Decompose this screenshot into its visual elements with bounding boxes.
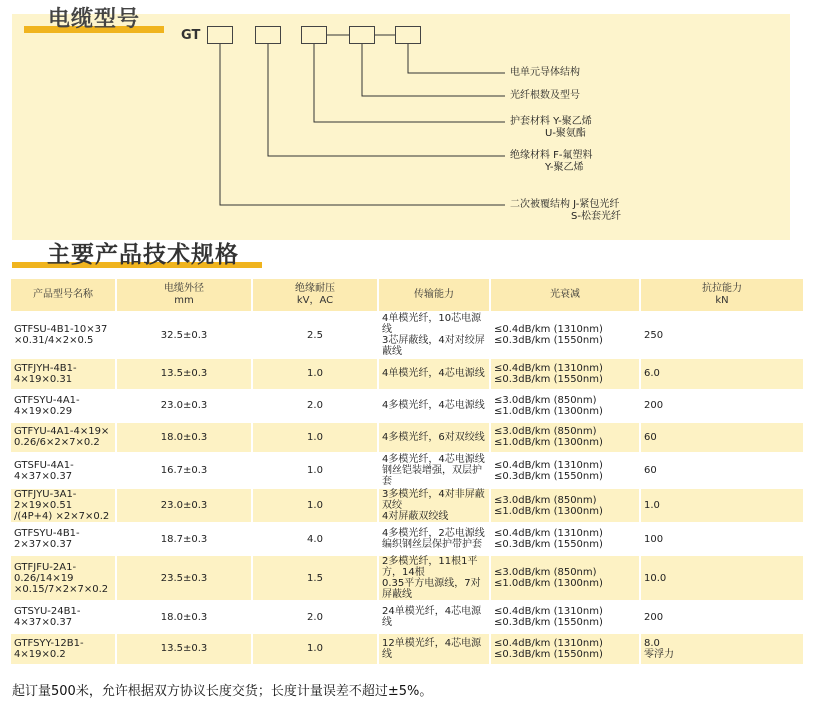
cell-voltage: 1.5 [253, 556, 377, 600]
cell-attenuation: ≤3.0dB/km (850nm) ≤1.0dB/km (1300nm) [491, 489, 639, 522]
legend-sheath-2: U-聚氨酯 [545, 128, 586, 139]
model-code-connector-lines [0, 0, 813, 240]
legend-coating: 二次被覆结构 J-紧包光纤 [510, 199, 620, 210]
cell-voltage: 1.0 [253, 489, 377, 522]
cell-tensile: 8.0 零浮力 [641, 634, 803, 664]
model-section-title: 电缆型号 [48, 7, 141, 32]
cell-transmission: 4多模光纤，2芯电源线 编织钢丝层保护带护套 [379, 524, 489, 554]
cell-voltage: 1.0 [253, 634, 377, 664]
cell-voltage: 2.0 [253, 602, 377, 632]
cell-model: GTSFU-4A1-4×37×0.37 [11, 454, 115, 487]
cell-attenuation: ≤3.0dB/km (850nm) ≤1.0dB/km (1300nm) [491, 423, 639, 453]
cell-tensile: 10.0 [641, 556, 803, 600]
cell-model: GTFJYH-4B1-4×19×0.31 [11, 359, 115, 389]
cell-model: GTFSYU-4B1-2×37×0.37 [11, 524, 115, 554]
cell-transmission: 24单模光纤，4芯电源线 [379, 602, 489, 632]
header-transmission: 传输能力 [379, 279, 489, 311]
spec-table-header [11, 279, 803, 311]
header-diameter: 电缆外径 mm [117, 279, 251, 311]
legend-conductor: 电单元导体结构 [510, 67, 580, 78]
cell-tensile: 1.0 [641, 489, 803, 522]
cell-diameter: 32.5±0.3 [117, 313, 251, 357]
cell-transmission: 12单模光纤，4芯电源线 [379, 634, 489, 664]
cell-attenuation: ≤3.0dB/km (850nm) ≤1.0dB/km (1300nm) [491, 556, 639, 600]
cell-voltage: 1.0 [253, 454, 377, 487]
cell-transmission: 4多模光纤，6对双绞线 [379, 423, 489, 453]
legend-insulation-2: Y-聚乙烯 [545, 162, 584, 173]
cell-attenuation: ≤0.4dB/km (1310nm) ≤0.3dB/km (1550nm) [491, 634, 639, 664]
cell-attenuation: ≤0.4dB/km (1310nm) ≤0.3dB/km (1550nm) [491, 359, 639, 389]
cell-model: GTFJYU-3A1-2×19×0.51 /(4P+4) ×2×7×0.2 [11, 489, 115, 522]
header-voltage: 绝缘耐压 kV，AC [253, 279, 377, 311]
legend-sheath: 护套材料 Y-聚乙烯 [510, 116, 592, 127]
cell-voltage: 2.5 [253, 313, 377, 357]
cell-diameter: 18.0±0.3 [117, 602, 251, 632]
cell-model: GTFSYY-12B1-4×19×0.2 [11, 634, 115, 664]
legend-fiber: 光纤根数及型号 [510, 90, 580, 101]
header-tensile: 抗拉能力 kN [641, 279, 803, 311]
cell-transmission: 3多模光纤，4对非屏蔽双绞 4对屏蔽双绞线 [379, 489, 489, 522]
cell-voltage: 1.0 [253, 359, 377, 389]
cell-diameter: 23.5±0.3 [117, 556, 251, 600]
cell-diameter: 13.5±0.3 [117, 359, 251, 389]
table-row [11, 489, 803, 522]
cell-diameter: 16.7±0.3 [117, 454, 251, 487]
cell-transmission: 4单模光纤，10芯电源线 3芯屏蔽线，4对对绞屏蔽线 [379, 313, 489, 357]
order-note: 起订量500米，允许根据双方协议长度交货；长度计量误差不超过±5%。 [12, 684, 433, 699]
cell-attenuation: ≤0.4dB/km (1310nm) ≤0.3dB/km (1550nm) [491, 313, 639, 357]
cell-voltage: 2.0 [253, 391, 377, 421]
table-row [11, 454, 803, 487]
cell-tensile: 6.0 [641, 359, 803, 389]
table-row [11, 634, 803, 664]
cell-diameter: 18.0±0.3 [117, 423, 251, 453]
table-row [11, 359, 803, 389]
cell-attenuation: ≤0.4dB/km (1310nm) ≤0.3dB/km (1550nm) [491, 524, 639, 554]
model-prefix: GT [181, 28, 201, 43]
table-row [11, 391, 803, 421]
table-row [11, 602, 803, 632]
cell-voltage: 1.0 [253, 423, 377, 453]
cell-diameter: 13.5±0.3 [117, 634, 251, 664]
cell-model: GTFSYU-4A1-4×19×0.29 [11, 391, 115, 421]
spec-section-title: 主要产品技术规格 [47, 242, 239, 268]
cell-diameter: 23.0±0.3 [117, 489, 251, 522]
header-attenuation: 光衰减 [491, 279, 639, 311]
cell-attenuation: ≤0.4dB/km (1310nm) ≤0.3dB/km (1550nm) [491, 602, 639, 632]
cell-transmission: 4单模光纤，4芯电源线 [379, 359, 489, 389]
table-row [11, 524, 803, 554]
cell-diameter: 23.0±0.3 [117, 391, 251, 421]
cell-tensile: 100 [641, 524, 803, 554]
cell-tensile: 250 [641, 313, 803, 357]
header-model: 产品型号名称 [11, 279, 115, 311]
cell-model: GTFSU-4B1-10×37 ×0.31/4×2×0.5 [11, 313, 115, 357]
spec-table [9, 277, 805, 666]
cell-attenuation: ≤3.0dB/km (850nm) ≤1.0dB/km (1300nm) [491, 391, 639, 421]
cell-tensile: 200 [641, 391, 803, 421]
cell-transmission: 2多模光纤，11根1平方，14根 0.35平方电源线，7对屏蔽线 [379, 556, 489, 600]
cell-transmission: 4多模光纤，4芯电源线 钢丝铠装增强，双层护套 [379, 454, 489, 487]
table-row [11, 556, 803, 600]
legend-coating-2: S-松套光纤 [571, 211, 621, 222]
cell-diameter: 18.7±0.3 [117, 524, 251, 554]
cell-tensile: 60 [641, 454, 803, 487]
cell-model: GTFJFU-2A1-0.26/14×19 ×0.15/7×2×7×0.2 [11, 556, 115, 600]
legend-insulation: 绝缘材料 F-氟塑料 [510, 150, 593, 161]
table-row [11, 423, 803, 453]
cell-tensile: 200 [641, 602, 803, 632]
cell-transmission: 4多模光纤，4芯电源线 [379, 391, 489, 421]
table-row [11, 313, 803, 357]
cell-attenuation: ≤0.4dB/km (1310nm) ≤0.3dB/km (1550nm) [491, 454, 639, 487]
cell-model: GTSYU-24B1-4×37×0.37 [11, 602, 115, 632]
cell-model: GTFYU-4A1-4×19× 0.26/6×2×7×0.2 [11, 423, 115, 453]
cell-voltage: 4.0 [253, 524, 377, 554]
cell-tensile: 60 [641, 423, 803, 453]
